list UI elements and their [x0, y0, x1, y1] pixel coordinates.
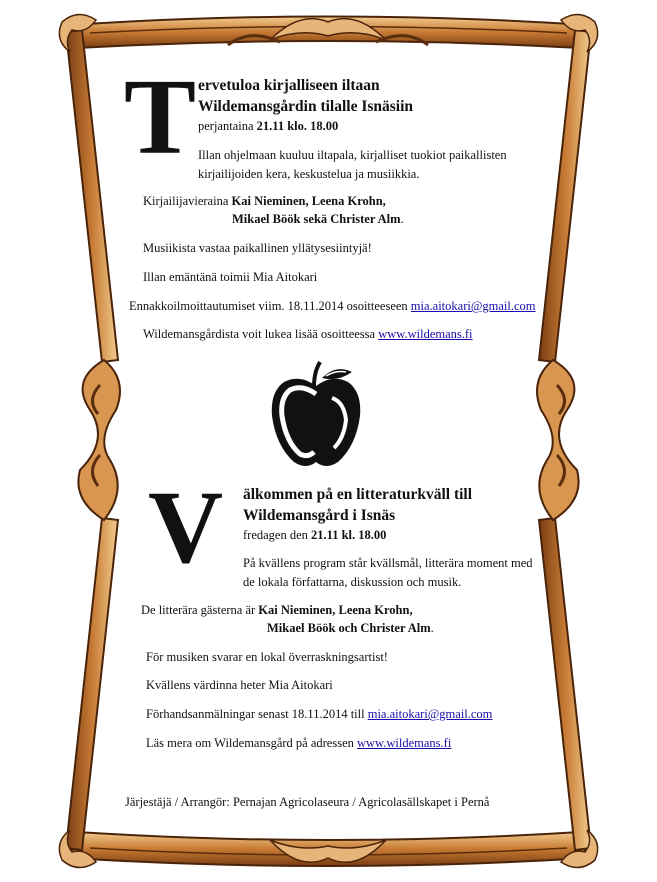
apple-icon — [270, 358, 362, 470]
finnish-readmore — [143, 327, 473, 342]
swedish-music: För musiken svarar en lokal överraskningsartist! — [146, 650, 388, 664]
swedish-guests-line1 — [141, 603, 413, 618]
swedish-heading-line2: Wildemansgård i Isnäs — [243, 507, 396, 524]
finnish-registration-prefix: Ennakkoilmoittautumiset viim. 18.11.2014 osoitteeseen — [129, 299, 411, 313]
finnish-program-line1: Illan ohjelmaan kuuluu iltapala, kirjalliset tuokiot paikallisten — [198, 148, 507, 162]
swedish-date — [243, 528, 386, 543]
swedish-program-line2: de lokala författarna, diskussion och musik. — [243, 575, 462, 589]
swedish-guests-end: . — [430, 621, 434, 635]
finnish-guests-bold2: Mikael Böök sekä Christer Alm — [232, 212, 401, 226]
swedish-guests-line2 — [267, 621, 434, 636]
swedish-heading-line1: älkommen på en litteraturkväll till — [243, 486, 473, 503]
finnish-guests-bold1: Kai Nieminen, Leena Krohn, — [231, 194, 386, 208]
swedish-guests-prefix: De litterära gästerna är — [141, 603, 259, 617]
finnish-heading-line1: ervetuloa kirjalliseen iltaan — [198, 77, 380, 94]
finnish-hostess: Illan emäntänä toimii Mia Aitokari — [143, 270, 318, 284]
finnish-readmore-prefix: Wildemansgårdista voit lukea lisää osoitteessa — [143, 327, 379, 341]
swedish-registration — [146, 707, 492, 722]
finnish-date-bold: 21.11 klo. 18.00 — [256, 119, 339, 133]
finnish-heading-line2: Wildemansgårdin tilalle Isnäsiin — [198, 98, 414, 115]
finnish-date-prefix: perjantaina — [198, 119, 257, 133]
swedish-hostess: Kvällens värdinna heter Mia Aitokari — [146, 678, 333, 692]
swedish-registration-email-link[interactable]: mia.aitokari@gmail.com — [367, 707, 493, 721]
swedish-drop-cap: V — [148, 470, 224, 585]
finnish-guests-line2 — [232, 212, 404, 227]
organizer-footer: Järjestäjä / Arrangör: Pernajan Agricolaseura / Agricolasällskapet i Pernå — [125, 795, 490, 809]
finnish-guests-end: . — [400, 212, 404, 226]
swedish-date-prefix: fredagen den — [243, 528, 312, 542]
finnish-drop-cap: T — [124, 58, 197, 177]
finnish-registration — [129, 299, 535, 314]
finnish-website-link[interactable]: www.wildemans.fi — [378, 327, 473, 341]
swedish-website-link[interactable]: www.wildemans.fi — [357, 736, 452, 750]
swedish-program-line1: På kvällens program står kvällsmål, litterära moment med — [243, 556, 533, 570]
finnish-date — [198, 119, 338, 134]
finnish-music: Musiikista vastaa paikallinen yllätysesiintyjä! — [143, 241, 372, 255]
swedish-guests-bold1: Kai Nieminen, Leena Krohn, — [258, 603, 413, 617]
finnish-guests-line1 — [143, 194, 386, 209]
finnish-registration-email-link[interactable]: mia.aitokari@gmail.com — [410, 299, 536, 313]
swedish-readmore — [146, 736, 451, 751]
swedish-readmore-prefix: Läs mera om Wildemansgård på adressen — [146, 736, 357, 750]
swedish-registration-prefix: Förhandsanmälningar senast 18.11.2014 till — [146, 707, 368, 721]
swedish-guests-bold2: Mikael Böök och Christer Alm — [267, 621, 431, 635]
swedish-date-bold: 21.11 kl. 18.00 — [311, 528, 387, 542]
finnish-guests-prefix: Kirjailijavieraina — [143, 194, 232, 208]
finnish-program-line2: kirjailijoiden kera, keskustelua ja musiikkia. — [198, 167, 420, 181]
